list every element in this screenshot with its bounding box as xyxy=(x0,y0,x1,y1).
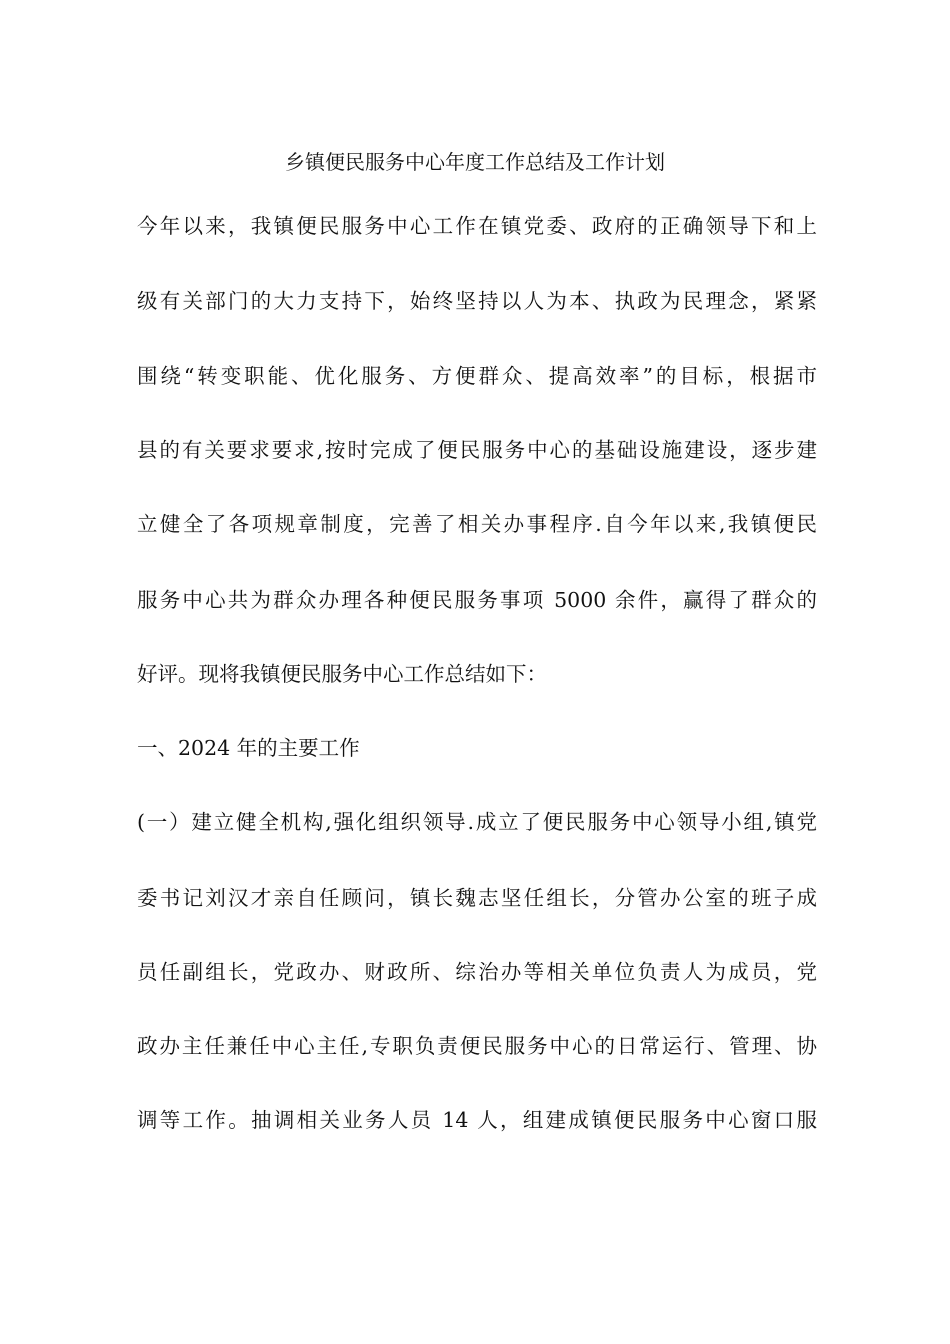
paragraph-line: 今年以来，我镇便民服务中心工作在镇党委、政府的正确领导下和上 xyxy=(137,214,817,238)
paragraph-line: (一）建立健全机构,强化组织领导.成立了便民服务中心领导小组,镇党 xyxy=(137,810,817,834)
paragraph-line: 服务中心共为群众办理各种便民服务事项 5000 余件，赢得了群众的 xyxy=(137,588,817,612)
paragraph-line: 级有关部门的大力支持下，始终坚持以人为本、执政为民理念，紧紧 xyxy=(137,289,817,313)
paragraph-line: 立健全了各项规章制度，完善了相关办事程序.自今年以来,我镇便民 xyxy=(137,512,817,536)
paragraph-line: 调等工作。抽调相关业务人员 14 人，组建成镇便民服务中心窗口服 xyxy=(137,1108,817,1132)
section-heading: 一、2024 年的主要工作 xyxy=(137,736,360,760)
paragraph-line: 围绕“转变职能、优化服务、方便群众、提高效率”的目标，根据市 xyxy=(137,364,817,388)
paragraph-line: 员任副组长，党政办、财政所、综治办等相关单位负责人为成员，党 xyxy=(137,960,817,984)
paragraph-line: 委书记刘汉才亲自任顾问，镇长魏志坚任组长，分管办公室的班子成 xyxy=(137,886,817,910)
paragraph-line: 政办主任兼任中心主任,专职负责便民服务中心的日常运行、管理、协 xyxy=(137,1034,817,1058)
paragraph-line: 好评。现将我镇便民服务中心工作总结如下： xyxy=(137,662,547,686)
document-title: 乡镇便民服务中心年度工作总结及工作计划 xyxy=(285,150,665,174)
paragraph-line: 县的有关要求要求,按时完成了便民服务中心的基础设施建设，逐步建 xyxy=(137,438,817,462)
